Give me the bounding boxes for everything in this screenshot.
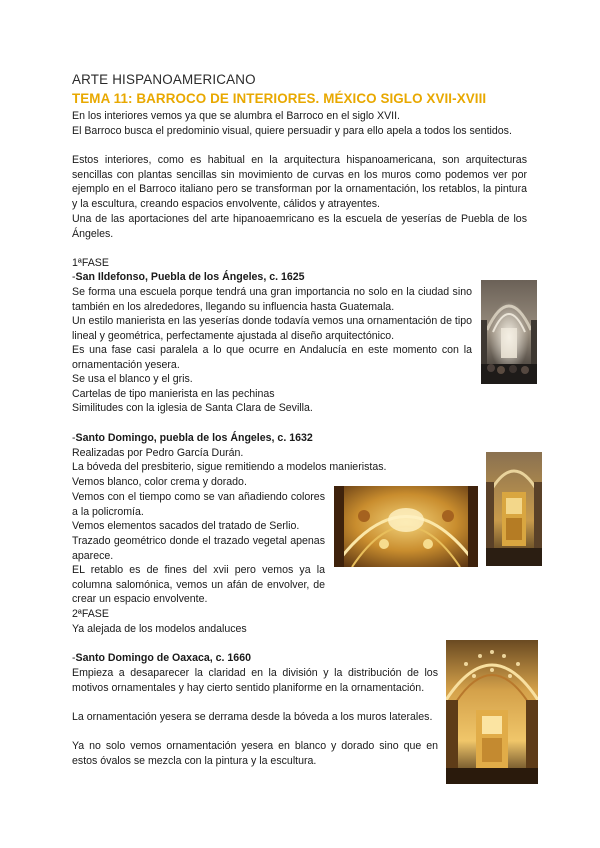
section-line: EL retablo es de fines del xvii pero vemos ya la columna salomónica, vemos un afán de envolver, de crear un espacio envolvente. (72, 564, 325, 606)
intro-paragraph: En los interiores vemos ya que se alumbra el Barroco en el siglo XVII. (72, 110, 400, 122)
phase-label: 1ªFASE (72, 257, 109, 269)
section-line: Vemos elementos sacados del tratado de Serlio. (72, 520, 300, 532)
section-paragraph: Ya no solo vemos ornamentación yesera en blanco y dorado sino que en estos óvalos se mezcla con la pintura y la escultura. (72, 740, 438, 767)
section-line: Realizadas por Pedro García Durán. (72, 447, 244, 459)
phase-note: Ya alejada de los modelos andaluces (72, 623, 247, 635)
santo-domingo-retablo-photo (486, 452, 542, 566)
section-title-text: Santo Domingo de Oaxaca, c. 1660 (75, 652, 251, 664)
section-title: -Santo Domingo de Oaxaca, c. 1660 (72, 652, 251, 664)
intro-paragraph: Una de las aportaciones del arte hipanoaemricano es la escuela de yeserías de Puebla de los Ángeles. (72, 213, 527, 240)
section-line: Vemos con el tiempo como se van añadiendo colores a la policromía. (72, 491, 325, 518)
section-line: La bóveda del presbiterio, sigue remitiendo a modelos manieristas. (72, 461, 387, 473)
section-paragraph: Es una fase casi paralela a lo que ocurre en Andalucía en este momento con la ornamentación yesera. (72, 344, 472, 371)
section-paragraph: Empieza a desaparecer la claridad en la división y la distribución de los motivos ornamentales y hay cierto sentido planiforme en la ornamentación. (72, 667, 438, 694)
section-paragraph: Similitudes con la iglesia de Santa Clara de Sevilla. (72, 402, 313, 414)
intro-paragraph: Estos interiores, como es habitual en la arquitectura hispanoamericana, son arquitecturas sencillas con plantas sencillas sin movimiento de curvas en los muros como podemos ver por ejemplo en el Barroco italiano pero se transforman por la ornamentación, los retablos, la pintura y la escultura, creando espacios envolvente, cálidos y atrayentes. (72, 154, 527, 210)
san-ildefonso-photo (481, 280, 537, 384)
section-title: -Santo Domingo, puebla de los Ángeles, c. 1632 (72, 432, 313, 444)
section-paragraph: Un estilo manierista en las yeserías donde todavía vemos una ornamentación de tipo lineal y geométrica, perfectamente ajustada al diseño arquitectónico. (72, 315, 472, 342)
section-paragraph: La ornamentación yesera se derrama desde la bóveda a los muros laterales. (72, 711, 433, 723)
section-title-text: San Ildefonso, Puebla de los Ángeles, c. 1625 (75, 271, 305, 283)
phase-label: 2ªFASE (72, 608, 109, 620)
santo-domingo-vault-photo (334, 486, 478, 567)
intro-paragraph: El Barroco busca el predominio visual, quiere persuadir y para ello apela a todos los sentidos. (72, 125, 512, 137)
oaxaca-interior-photo (446, 640, 538, 784)
section-paragraph: Se forma una escuela porque tendrá una gran importancia no solo en la ciudad sino también en los alrededores, llegando su influencia hasta Guatemala. (72, 286, 472, 313)
section-paragraph: Se usa el blanco y el gris. (72, 373, 193, 385)
section-line: Vemos blanco, color crema y dorado. (72, 476, 247, 488)
section-line: Trazado geométrico donde el trazado vegetal apenas aparece. (72, 535, 325, 562)
section-title: -San Ildefonso, Puebla de los Ángeles, c. 1625 (72, 271, 305, 283)
course-title: ARTE HISPANOAMERICANO (72, 72, 256, 87)
section-paragraph: Cartelas de tipo manierista en las pechinas (72, 388, 275, 400)
topic-title: TEMA 11: BARROCO DE INTERIORES. MÉXICO SIGLO XVII-XVIII (72, 91, 487, 106)
section-title-text: Santo Domingo, puebla de los Ángeles, c. 1632 (75, 432, 313, 444)
